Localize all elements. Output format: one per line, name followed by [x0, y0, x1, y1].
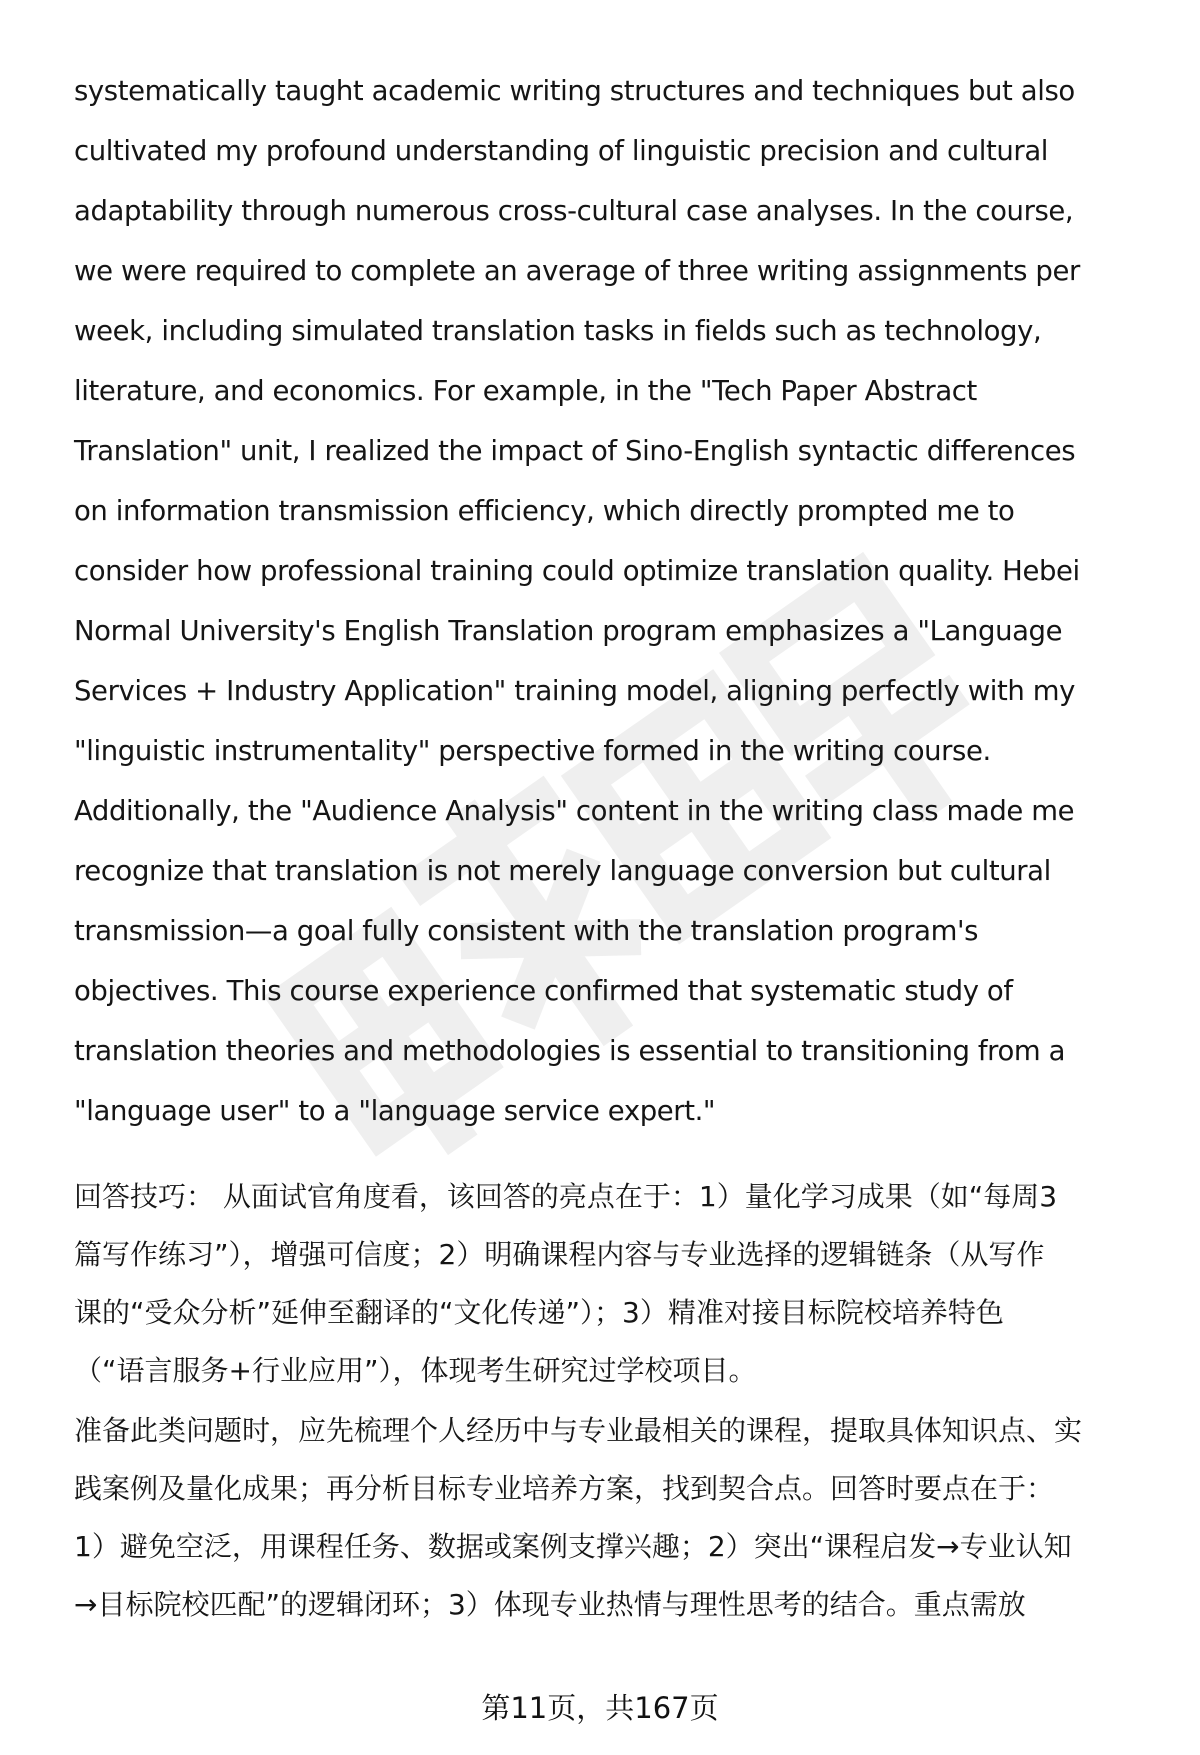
tips-line: 回答技巧： 从面试官角度看，该回答的亮点在于：1）量化学习成果（如“每周3 [74, 1180, 1058, 1213]
body-line: cultivated my profound understanding of linguistic precision and cultural [74, 135, 1049, 167]
advice-line: →目标院校匹配”的逻辑闭环；3）体现专业热情与理性思考的结合。重点需放 [74, 1588, 1026, 1621]
body-paragraph [74, 61, 1164, 1141]
body-line: transmission—a goal fully consistent with the translation program's [74, 915, 979, 947]
body-line: on information transmission efficiency, which directly prompted me to [74, 495, 1015, 527]
preparation-advice-paragraph [74, 1402, 1164, 1634]
body-line: systematically taught academic writing structures and techniques but also [74, 75, 1075, 107]
body-line: Normal University's English Translation program emphasizes a "Language [74, 615, 1063, 647]
body-line: "language user" to a "language service expert." [74, 1095, 716, 1127]
body-line: consider how professional training could optimize translation quality. Hebei [74, 555, 1080, 587]
tips-line: 课的“受众分析”延伸至翻译的“文化传递”）；3）精准对接目标院校培养特色 [74, 1296, 1004, 1329]
advice-line: 1）避免空泛，用课程任务、数据或案例支撑兴趣；2）突出“课程启发→专业认知 [74, 1530, 1072, 1563]
tips-line: （“语言服务+行业应用”），体现考生研究过学校项目。 [74, 1354, 757, 1387]
body-line: Translation" unit, I realized the impact of Sino-English syntactic differences [74, 435, 1076, 467]
body-line: we were required to complete an average of three writing assignments per [74, 255, 1080, 287]
body-line: objectives. This course experience confirmed that systematic study of [74, 975, 1013, 1007]
body-line: recognize that translation is not merely language conversion but cultural [74, 855, 1051, 887]
body-line: Services + Industry Application" training model, aligning perfectly with my [74, 675, 1076, 707]
body-line: adaptability through numerous cross-cultural case analyses. In the course, [74, 195, 1074, 227]
body-line: "linguistic instrumentality" perspective formed in the writing course. [74, 735, 991, 767]
tips-line: 篇写作练习”），增强可信度；2）明确课程内容与专业选择的逻辑链条（从写作 [74, 1238, 1045, 1271]
body-line: Additionally, the "Audience Analysis" content in the writing class made me [74, 795, 1075, 827]
body-line: translation theories and methodologies is essential to transitioning from a [74, 1035, 1066, 1067]
advice-line: 践案例及量化成果；再分析目标专业培养方案，找到契合点。回答时要点在于： [74, 1472, 1055, 1505]
body-line: week, including simulated translation tasks in fields such as technology, [74, 315, 1042, 347]
page-number: 第11页，共167页 [481, 1691, 719, 1725]
advice-line: 准备此类问题时，应先梳理个人经历中与专业最相关的课程，提取具体知识点、实 [74, 1414, 1083, 1447]
answer-tips-paragraph [74, 1168, 1164, 1400]
body-line: literature, and economics. For example, in the "Tech Paper Abstract [74, 375, 977, 407]
